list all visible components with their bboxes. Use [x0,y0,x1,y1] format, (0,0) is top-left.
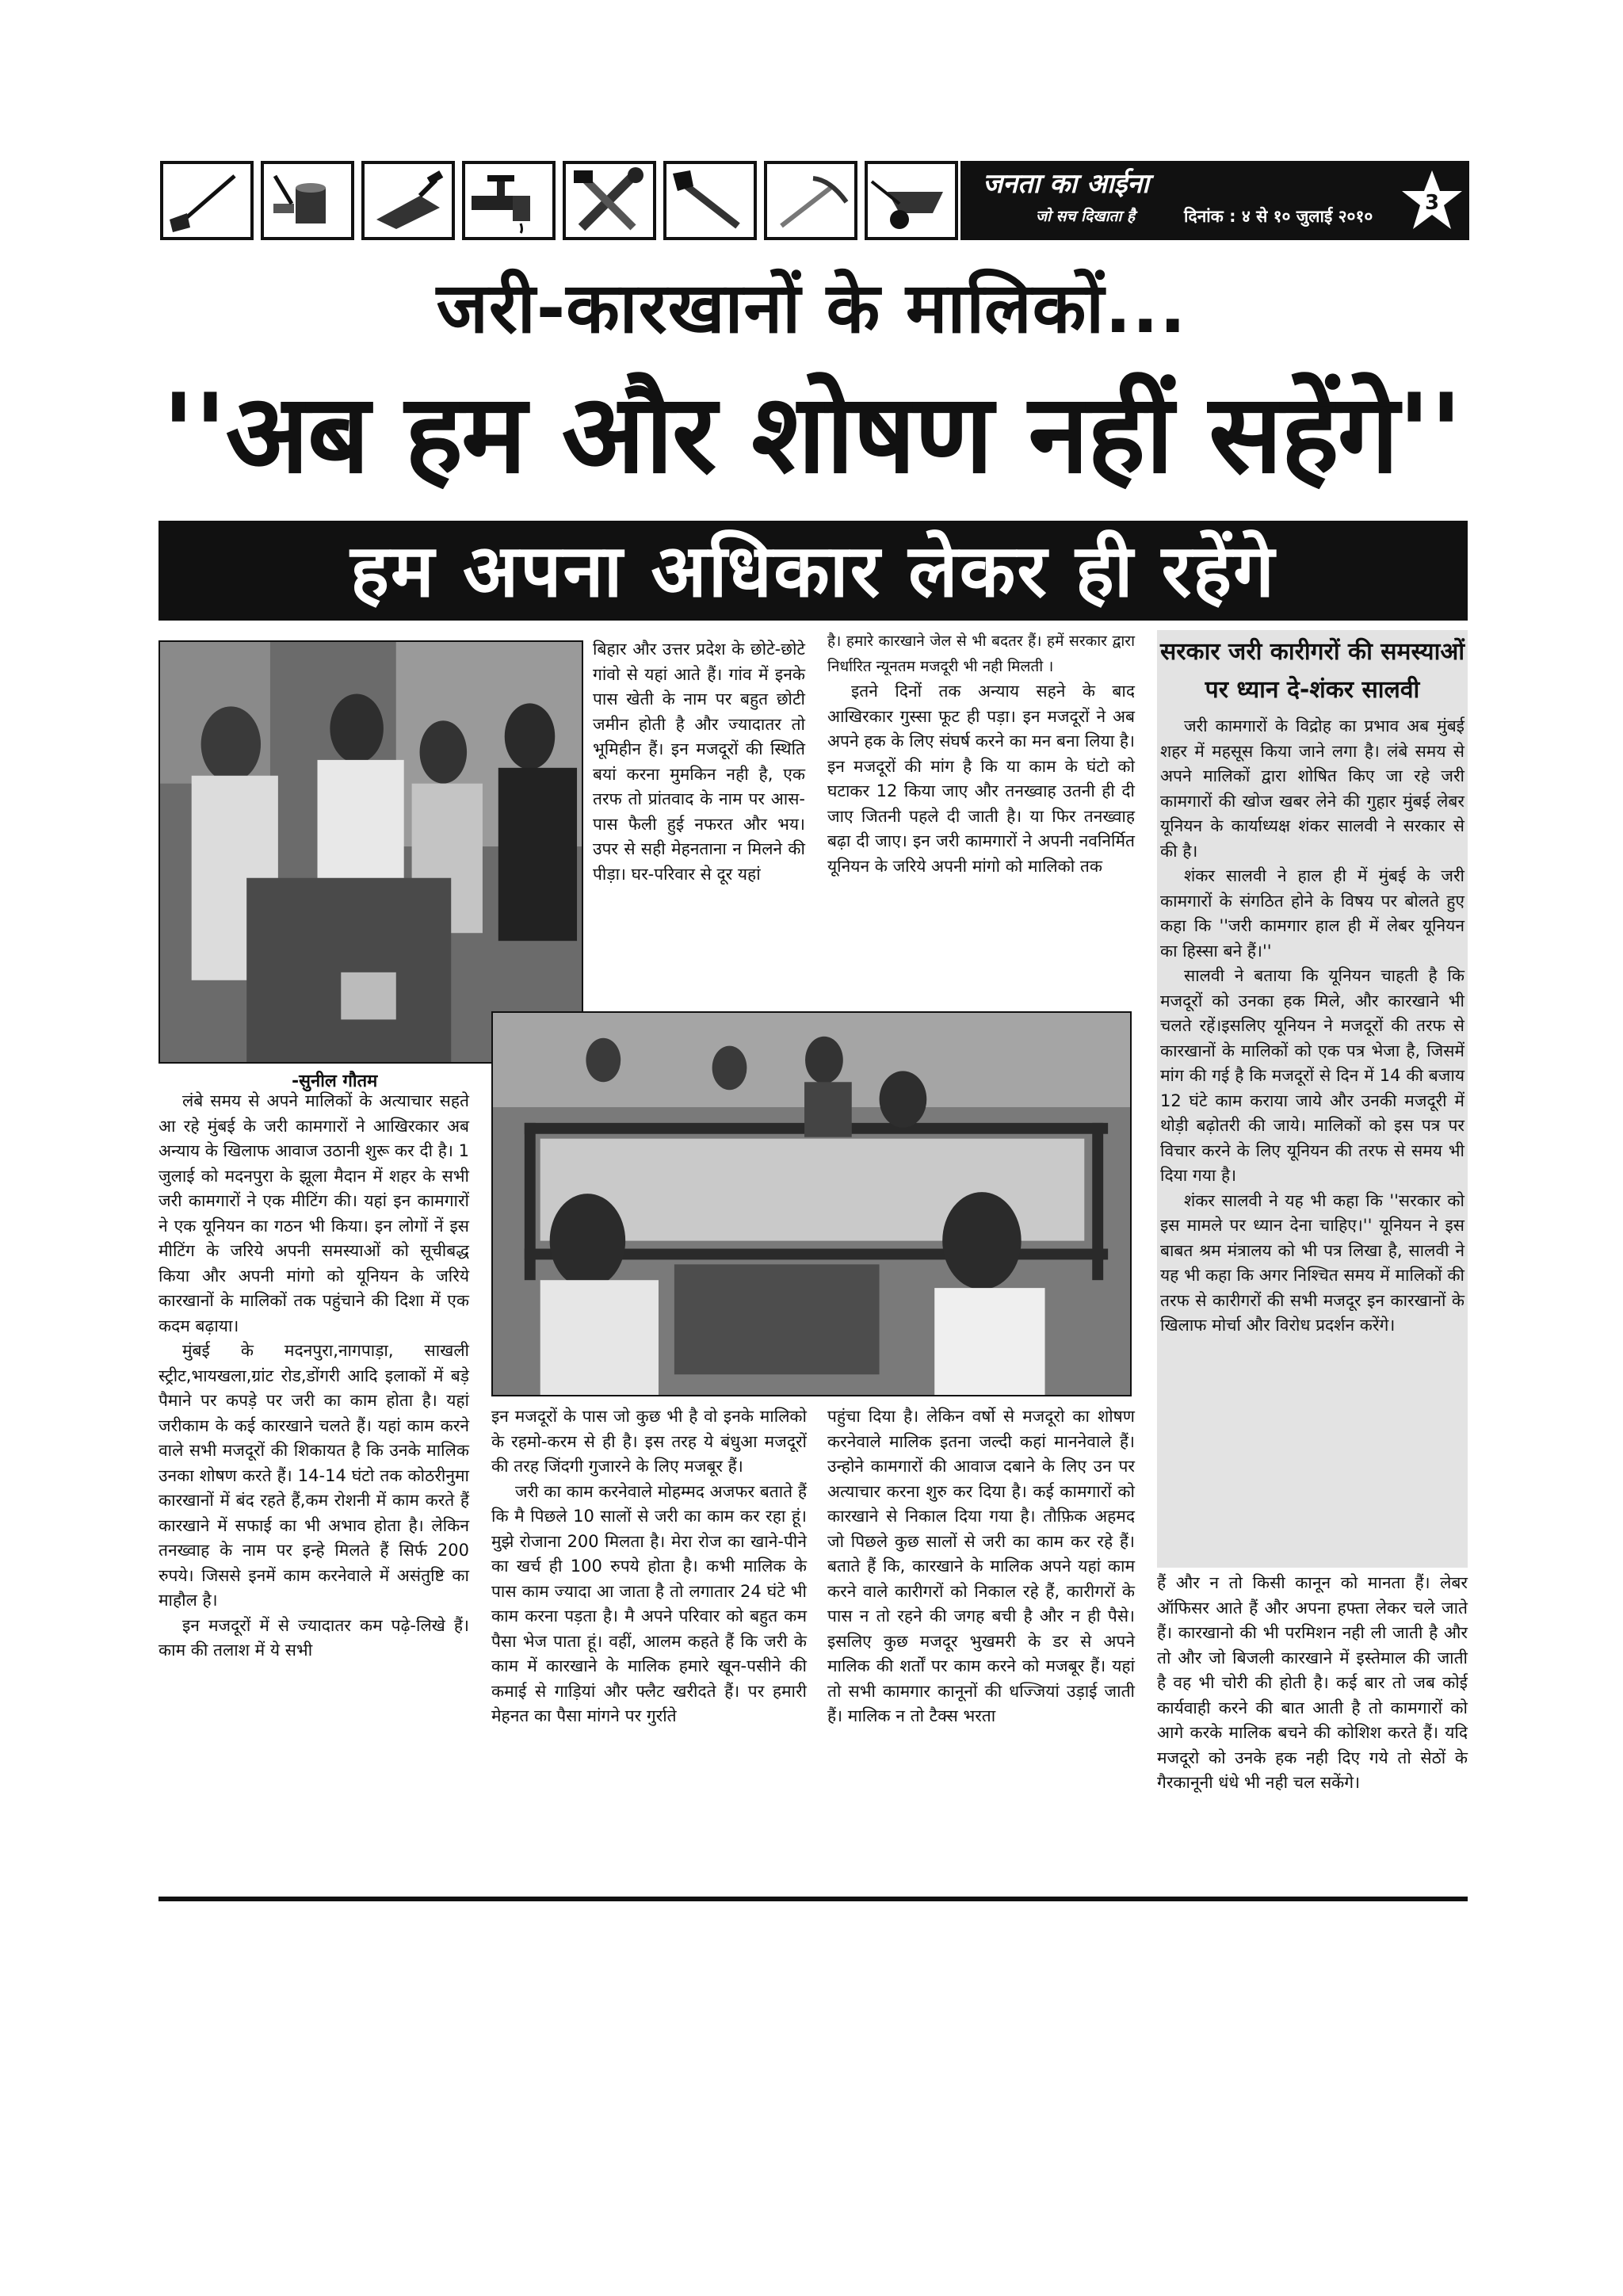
water-tap-icon [462,161,556,240]
paragraph: शंकर सालवी ने हाल ही में मुंबई के जरी कामगारों के संगठित होने के विषय पर बोलते हुए कहा कि ''जरी कामगार हाल ही में लेबर यूनियन का हिस्सा बने हैं।'' [1160,866,1465,961]
hoe-icon [160,161,254,240]
pipe-wrench-icon [663,161,757,240]
pickaxe-icon [764,161,857,240]
masthead-title: जनता का आईना [983,168,1149,200]
masthead-tagline: जो सच दिखाता है [1036,208,1136,225]
page-number: 3 [1424,191,1440,215]
wrench-hammer-icon [563,161,656,240]
paragraph: इन मजदूरों के पास जो कुछ भी है वो इनके मालिको के रहमो-करम से ही है। इस तरह ये बंधुआ मजदूरों की तरह जिंदगी गुजारने के लिए मजबूर हैं। [491,1407,807,1476]
byline: -सुनील गौतम [292,1072,378,1091]
paragraph: सालवी ने बताया कि यूनियन चाहती है कि मजदूरों को उनका हक मिले, और कारखाने भी चलते रहें।इसलिए यूनियन ने मजदूरों की तरफ से कारखानों के मालिकों को एक पत्र भेजा है, जिसमें मांग की गई है कि मजदूरों से दिन में 14 की बजाय 12 घंटे काम कराया जाये और उनकी मजदूरी में थोड़ी बढ़ोतरी की जाये। मालिकों को इस पत्र पर विचार करने के लिए यूनियन की तरफ से समय भी दिया गया है। [1160,966,1465,1185]
article-column-3-bottom [827,1404,1135,1729]
paragraph: जरी का काम करनेवाले मोहम्मद अजफर बताते हैं कि मै पिछले 10 सालों से जरी का काम कर रहा हूं। मुझे रोजाना 200 मिलता है। मेरा रोज का खाने-पीने का खर्च ही 100 रुपये होता है। कभी मालिक के पास काम ज्यादा आ जाता है तो लगातार 24 घंटे भी काम करना पड़ता है। मै अपने परिवार को बहुत कम पैसा भेज पाता हूं। वहीं, आलम कहते हैं कि जरी के काम में कारखाने के मालिक हमारे खून-पसीने की कमाई से गाड़ियां और फ्लैट खरीदते हैं। पर हमारी मेहनत का पैसा मांगने पर गुर्राते [491,1481,807,1725]
paragraph: बिहार और उत्तर प्रदेश के छोटे-छोटे गांवो से यहां आते हैं। गांव में इनके पास खेती के नाम पर बहुत छोटी जमीन होती है और ज्यादातर तो भूमिहीन हैं। इन मजदूरों की स्थिति बयां करना मुमकिन नही है, एक तरफ तो प्रांतवाद के नाम पर आस-पास फैली हुई नफरत और भय। उपर से सही मेहनताना न मिलने की पीड़ा। घर-परिवार से दूर यहां [593,640,805,884]
paragraph: जरी कामगारों के विद्रोह का प्रभाव अब मुंबई शहर में महसूस किया जाने लगा है। लंबे समय से अपने मालिकों द्वारा शोषित किए जा रहे जरी कामगारों की खोज खबर लेने की गुहार मुंबई लेबर यूनियन के कार्याध्यक्ष शंकर सालवी ने सरकार से की है। [1160,716,1465,861]
sidebar-body [1157,709,1468,1339]
article-column-3-top [827,629,1135,879]
paragraph: मुंबई के मदनपुरा,नागपाड़ा, साखली स्ट्रीट,भायखला,ग्रांट रोड,डोंगरी आदि इलाकों में बड़े पैमाने पर कपड़े पर जरी का काम होता है। यहां जरीकाम के कई कारखाने चलते हैं। यहां काम करने वाले सभी मजदूरों की शिकायत है कि उनके मालिक उनका शोषण करते हैं। 14-14 घंटो तक कोठरीनुमा कारखानों में बंद रहते हैं,कम रोशनी में काम करते हैं कारखाने में सफाई का भी अभाव होता है। लेकिन तनख्वाह के नाम पर इन्हे मिलते हैं सिर्फ 200 रुपये। जिससे इनमें काम करनेवाले में असंतुष्टि का माहौल है। [158,1341,469,1610]
paragraph: हैं और न तो किसी कानून को मानता हैं। लेबर ऑफिसर आते हैं और अपना हफ्ता लेकर चले जाते हैं। कारखानो की भी परमिशन नही ली जाती है और तो और जो बिजली कारखाने में इस्तेमाल की जाती है वह भी चोरी की होती है। कई बार तो जब कोई कार्यवाही करने की बात आती है तो कामगारों को आगे करके मालिक बचने की कोशिश करते हैं। यदि मजदूरो को उनके हक नही दिए गये तो सेठों के गैरकानूनी धंधे भी नही चल सकेंगे। [1157,1573,1468,1792]
sidebar-box [1157,630,1468,1568]
rally-photo [158,640,583,1064]
paragraph: इतने दिनों तक अन्याय सहने के बाद आखिरकार गुस्सा फूट ही पड़ा। इन मजदूरों ने अब अपने हक के लिए संघर्ष करने का मन बना लिया है। इन मजदूरों की मांग है कि या काम के घंटो को घटाकर 12 किया जाए और तनख्वाह उतनी ही दी जाए जितनी पहले दी जाती है। या फिर तनख्वाह बढ़ा दी जाए। इन जरी कामगारों ने अपनी नवनिर्मित यूनियन के जरिये अपनी मांगो को मालिको तक [827,682,1135,876]
workers-photo [491,1011,1132,1396]
masthead [960,161,1469,240]
star-icon [1400,169,1464,232]
headline-main: ''अब हम और शोषण नहीं सहेंगे'' [162,370,1461,498]
article-column-1 [158,1089,469,1664]
wheelbarrow-icon [865,161,958,240]
bottom-rule [158,1897,1468,1901]
article-column-2-bottom [491,1404,807,1729]
paragraph: है। हमारे कारखाने जेल से भी बदतर हैं। हमें सरकार द्वारा निर्धारित न्यूनतम मजदूरी भी नही मिलती । [827,632,1135,675]
sidebar-heading: सरकार जरी कारीगरों की समस्याओं पर ध्यान दे-शंकर सालवी [1159,638,1465,704]
paragraph: इन मजदूरों में से ज्यादातर कम पढ़े-लिखे हैं। काम की तलाश में ये सभी [158,1615,469,1660]
paragraph: पहुंचा दिया है। लेकिन वर्षो से मजदूरो का शोषण करनेवाले मालिक इतना जल्दी कहां माननेवाले हैं। उन्होने कामगारों की आवाज दबाने के लिए उन पर अत्याचार करना शुरु कर दिया है। कई कामगारों को कारखाने से निकाल दिया गया है। तौफ़िक अहमद जो पिछले कुछ सालों से जरी का काम कर रहे हैं। बताते हैं कि, कारखाने के मालिक अपने यहां काम करने वाले कारीगरों को निकाल रहे हैं, कारीगरों के पास न तो रहने की जगह बची है और न ही पैसे। इसलिए कुछ मजदूर भुखमरी के डर से अपने मालिक की शर्तों पर काम करने को मजबूर हैं। यहां तो सभी कामगार कानूनों की धज्जियां उड़ाई जाती हैं। मालिक न तो टैक्स भरता [827,1407,1135,1725]
article-column-2-top [593,637,805,887]
paragraph: लंबे समय से अपने मालिकों के अत्याचार सहते आ रहे मुंबई के जरी कामगारों ने आखिरकार अब अन्याय के खिलाफ आवाज उठानी शुरू कर दी है। 1 जुलाई को मदनपुरा के झूला मैदान में शहर के सभी जरी कामगारों ने एक मीटिंग की। यहां इन कामगारों ने एक यूनियन का गठन भी किया। इन लोगों नें इस मीटिंग के जरिये अपनी समस्याओं को सूचीबद्ध किया और अपनी मांगो को यूनियन के जरिये कारखानों के मालिकों तक पहुंचाने की दिशा में एक कदम बढ़ाया। [158,1091,469,1335]
paint-bucket-icon [261,161,354,240]
issue-date: दिनांक : ४ से १० जुलाई २०१० [1184,207,1373,226]
headline-kicker: जरी-कारखानों के मालिकों... [436,267,1187,349]
article-column-4-bottom [1157,1571,1468,1796]
paragraph: शंकर सालवी ने यह भी कहा कि ''सरकार को इस मामले पर ध्यान देना चाहिए।'' यूनियन ने इस बाबत श्रम मंत्रालय को भी पत्र लिखा है, सालवी ने यह भी कहा कि अगर निश्चित समय में मालिकों की तरफ से कारीगरों की सभी मजदूर इन कारखानों के खिलाफ मोर्चा और विरोध प्रदर्शन करेंगे। [1160,1190,1465,1335]
trowel-icon [361,161,455,240]
headline-banner: हम अपना अधिकार लेकर ही रहेंगे [158,521,1468,621]
